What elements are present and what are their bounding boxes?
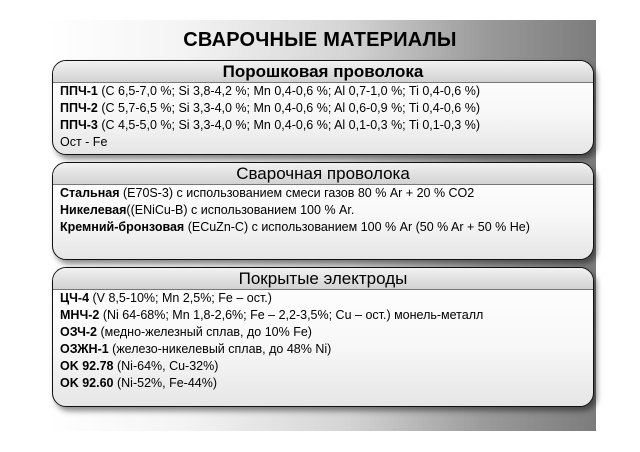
material-composition: (железо-никелевый сплав, до 48% Ni) bbox=[108, 342, 332, 356]
panel-lines bbox=[60, 290, 589, 392]
panel-heading: Сварочная проволока bbox=[53, 163, 593, 185]
list-item bbox=[60, 100, 589, 117]
material-name: Никелевая bbox=[60, 203, 127, 217]
material-composition: (Ni 64-68%; Mn 1,8-2,6%; Fe – 2,2-3,5%; Cu – ост.) монель-металл bbox=[99, 308, 484, 322]
list-item bbox=[60, 83, 589, 100]
list-item bbox=[60, 375, 589, 392]
material-composition: (ECuZn-C) с использованием 100 % Ar (50 % Ar + 50 % He) bbox=[184, 220, 530, 234]
panel-coated-electrodes bbox=[52, 267, 594, 407]
list-item bbox=[60, 134, 589, 151]
material-composition: (E70S-3) с использованием смеси газов 80 % Ar + 20 % CO2 bbox=[119, 186, 475, 200]
material-name: ЦЧ-4 bbox=[60, 291, 90, 305]
panel-heading: Порошковая проволока bbox=[53, 61, 593, 83]
panel-lines bbox=[60, 83, 589, 151]
page-title: СВАРОЧНЫЕ МАТЕРИАЛЫ bbox=[183, 29, 457, 51]
panel-welding-wire bbox=[52, 162, 594, 260]
material-composition: Ост - Fe bbox=[60, 135, 108, 149]
list-item bbox=[60, 290, 589, 307]
material-composition: (медно-железный сплав, до 10% Fe) bbox=[96, 325, 312, 339]
list-item bbox=[60, 202, 589, 219]
material-name: OK 92.78 bbox=[60, 359, 114, 373]
list-item bbox=[60, 358, 589, 375]
material-composition: ((ENiCu-B) с использованием 100 % Ar. bbox=[126, 203, 355, 217]
material-name: ОЗЖН-1 bbox=[60, 342, 109, 356]
panel-heading: Покрытые электроды bbox=[53, 268, 593, 290]
material-name: Кремний-бронзовая bbox=[60, 220, 185, 234]
material-name: ОЗЧ-2 bbox=[60, 325, 97, 339]
material-name: ППЧ-1 bbox=[60, 84, 98, 98]
material-composition: (C 6,5-7,0 %; Si 3,8-4,2 %; Mn 0,4-0,6 %; Al 0,7-1,0 %; Ti 0,4-0,6 %) bbox=[97, 84, 480, 98]
list-item bbox=[60, 341, 589, 358]
material-composition: (V 8,5-10%; Mn 2,5%; Fe – ост.) bbox=[89, 291, 272, 305]
material-name: МНЧ-2 bbox=[60, 308, 100, 322]
material-composition: (Ni-64%, Cu-32%) bbox=[113, 359, 219, 373]
material-name: OK 92.60 bbox=[60, 376, 114, 390]
material-composition: (Ni-52%, Fe-44%) bbox=[113, 376, 218, 390]
material-composition: (C 4,5-5,0 %; Si 3,3-4,0 %; Mn 0,4-0,6 %; Al 0,1-0,3 %; Ti 0,1-0,3 %) bbox=[97, 118, 480, 132]
material-name: ППЧ-3 bbox=[60, 118, 98, 132]
panel-lines bbox=[60, 185, 589, 236]
material-composition: (C 5,7-6,5 %; Si 3,3-4,0 %; Mn 0,4-0,6 %; Al 0,6-0,9 %; Ti 0,4-0,6 %) bbox=[97, 101, 480, 115]
list-item bbox=[60, 307, 589, 324]
list-item bbox=[60, 219, 589, 236]
panel-flux-cored-wire bbox=[52, 60, 594, 155]
list-item bbox=[60, 185, 589, 202]
material-name: ППЧ-2 bbox=[60, 101, 98, 115]
material-name: Стальная bbox=[60, 186, 120, 200]
list-item bbox=[60, 117, 589, 134]
list-item bbox=[60, 324, 589, 341]
